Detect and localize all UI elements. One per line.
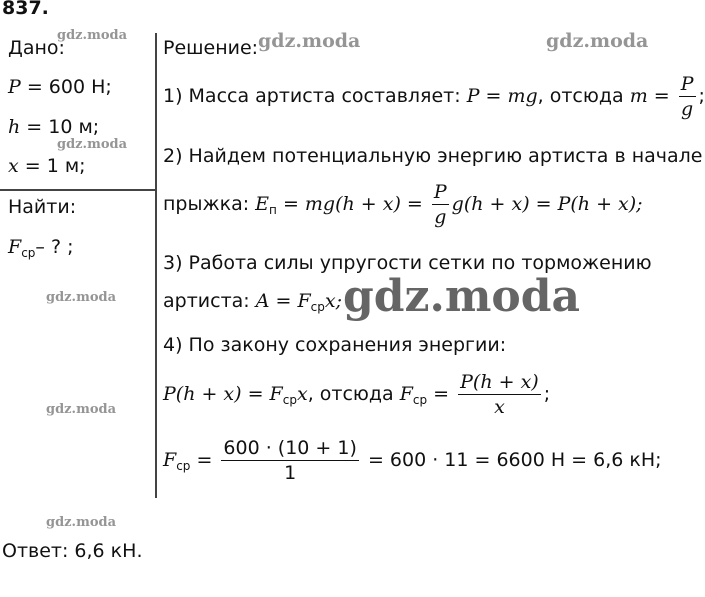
watermark: gdz.moda <box>46 515 117 530</box>
watermark: gdz.moda <box>57 28 128 43</box>
watermark: gdz.moda <box>46 402 117 417</box>
given-line-h: h = 10 м; <box>8 116 100 138</box>
step-4-formula: $P(h + x) = F_{ср}x$, отсюда $F_{ср}$ = $\frac{P(h + x)}{x}$ ; <box>163 371 551 418</box>
watermark: gdz.moda <box>546 30 649 52</box>
solution-heading: Решение: <box>163 37 259 59</box>
fraction-energy: $\frac{P(h + x)}{x}$ <box>460 371 539 418</box>
fraction-p-over-g: $\frac{P}{g}$ <box>680 73 694 120</box>
fraction-p-over-g-2: $\frac{P}{g}$ <box>433 181 447 228</box>
find-heading: Найти: <box>8 196 77 218</box>
watermark: gdz.moda <box>57 137 128 152</box>
step-2: 2) Найдем потенциальную энергию артиста в начале <box>163 145 703 167</box>
given-line-p: P = 600 Н; <box>8 76 112 98</box>
fraction-numeric: $\frac{600 \cdot (10 + 1)}{1}$ <box>223 437 357 484</box>
step-2-formula: прыжка: $E_п = mg(h + x)$ = $\frac{P}{g}$ g(h + x) = P(h + x); <box>163 181 643 228</box>
watermark: gdz.moda <box>343 271 581 322</box>
solution-divider <box>155 33 157 498</box>
given-heading: Дано: <box>8 37 65 59</box>
step-5-formula: $F_{ср}$ = $\frac{600 \cdot (10 + 1)}{1}$ = 600 · 11 = 6600 Н = 6,6 кН; <box>163 437 662 484</box>
step-3: 3) Работа силы упругости сетки по торможению <box>163 252 652 274</box>
given-line-x: x = 1 м; <box>8 155 86 177</box>
step-4: 4) По закону сохранения энергии: <box>163 334 507 356</box>
answer: Ответ: 6,6 кН. <box>2 540 143 562</box>
problem-number: 837. <box>2 0 49 19</box>
find-line: $F_{ср}-$ ? ; <box>8 236 74 260</box>
given-divider <box>0 189 156 191</box>
step-3-formula: артиста: $A = F_{ср}x$; <box>163 290 342 314</box>
watermark: gdz.moda <box>258 30 361 52</box>
step-1: 1) Масса артиста составляет: P = mg, отсюда m = $\frac{P}{g}$ ; <box>163 73 705 120</box>
watermark: gdz.moda <box>46 290 117 305</box>
